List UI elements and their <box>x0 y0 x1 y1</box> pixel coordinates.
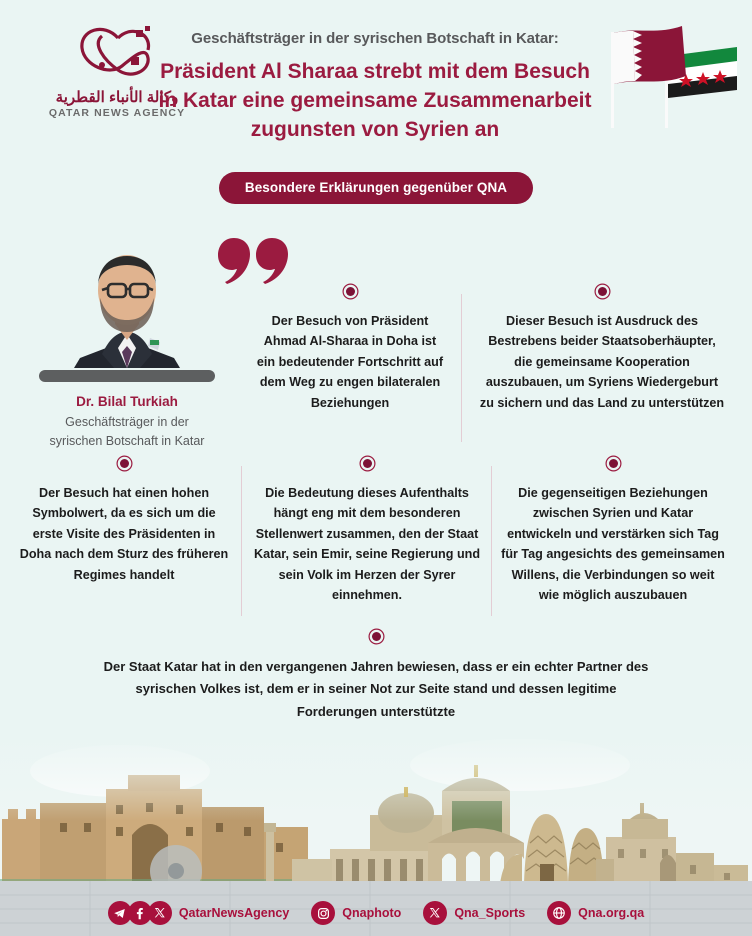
social-group-instagram <box>311 901 401 925</box>
social-handle[interactable]: Qna.org.qa <box>578 906 645 920</box>
speaker-name: Dr. Bilal Turkiah <box>76 394 178 409</box>
quote-card <box>252 455 482 605</box>
header <box>0 0 752 195</box>
bullet-dot-icon <box>594 283 611 300</box>
quote-card <box>255 283 445 413</box>
quote-card <box>500 455 726 605</box>
bullet-dot-icon <box>116 455 133 472</box>
quote-text: Die Bedeutung dieses Aufenthalts hängt eng mit dem besonderen Stellenwert zusammen, den der Staat Katar, sein Emir, seine Regierung und sein Volk im Herzen der Syrer einnehmen. <box>253 486 481 602</box>
quote-card <box>18 455 230 585</box>
speaker-role <box>28 413 226 451</box>
social-group-main <box>108 901 289 925</box>
bullet-dot-icon <box>342 283 359 300</box>
logo-arabic-text: وكالة الأنباء القطرية <box>55 89 179 106</box>
quote-text: Die gegenseitigen Beziehungen zwischen Syrien und Katar entwickeln und verstärken sich Tag für Tag angesichts des gemeinsamen Willens, die Verbindungen so weit wie möglich auszubauen <box>501 486 725 602</box>
logo-english-text: QATAR NEWS AGENCY <box>48 107 186 119</box>
qatar-flag <box>614 26 686 84</box>
quote-card <box>478 283 726 413</box>
x-twitter-icon[interactable] <box>148 901 172 925</box>
headline-line-3: zugunsten von Syrien an <box>250 117 500 141</box>
globe-icon[interactable] <box>547 901 571 925</box>
headline <box>140 58 610 145</box>
quote-text: Dieser Besuch ist Ausdruck des Bestrebens beider Staatsoberhäupter, die gemeinsame Kooperation auszubauen, um Syriens Wiedergeburt zu sichern und das Land zu unterstützen <box>479 314 725 410</box>
x-twitter-icon[interactable] <box>423 901 447 925</box>
bullet-dot-icon <box>359 455 376 472</box>
portrait-photo <box>52 228 202 368</box>
header-text <box>140 30 610 145</box>
social-group-sports <box>423 901 525 925</box>
quotation-mark-icon <box>218 236 288 284</box>
kicker: Geschäftsträger in der syrischen Botschaft in Katar: <box>191 30 559 47</box>
headline-line-2: in Katar eine gemeinsame Zusammenarbeit <box>158 88 592 112</box>
flags-graphic <box>594 18 744 128</box>
column-divider <box>461 294 462 442</box>
quote-text: Der Besuch hat einen hohen Symbolwert, da es sich um die erste Visite des Präsidenten in Doha nach dem Sturz des früheren Regimes handelt <box>19 486 229 582</box>
quote-card <box>96 628 656 723</box>
headline-line-1: Präsident Al Sharaa strebt mit dem Besuch <box>160 60 590 83</box>
column-divider <box>491 466 492 616</box>
badge-container <box>0 172 752 204</box>
bullet-dot-icon <box>605 455 622 472</box>
footer-social-bar <box>0 890 752 936</box>
social-group-website <box>547 901 644 925</box>
social-handle[interactable]: Qna_Sports <box>454 906 526 920</box>
quote-text: Der Staat Katar hat in den vergangenen Jahren bewiesen, dass er ein echter Partner des syrischen Volkes ist, dem er in seiner Not zur Seite stand und dessen legitime Forderungen unterstützte <box>103 659 649 719</box>
speaker-role-line-1: Geschäftsträger in der <box>65 415 189 429</box>
social-handle[interactable]: QatarNewsAgency <box>178 906 290 920</box>
quote-text: Der Besuch von Präsident Ahmad Al-Sharaa in Doha ist ein bedeutender Fortschritt auf dem Weg zu engen bilateralen Beziehungen <box>256 314 444 410</box>
podium-bar <box>39 370 215 382</box>
speaker-block <box>28 228 226 451</box>
bullet-dot-icon <box>368 628 385 645</box>
status-badge: Besondere Erklärungen gegenüber QNA <box>219 172 533 204</box>
column-divider <box>241 466 242 616</box>
instagram-icon[interactable] <box>311 901 335 925</box>
speaker-role-line-2: syrischen Botschaft in Katar <box>49 433 205 448</box>
social-handle[interactable]: Qnaphoto <box>342 906 402 920</box>
